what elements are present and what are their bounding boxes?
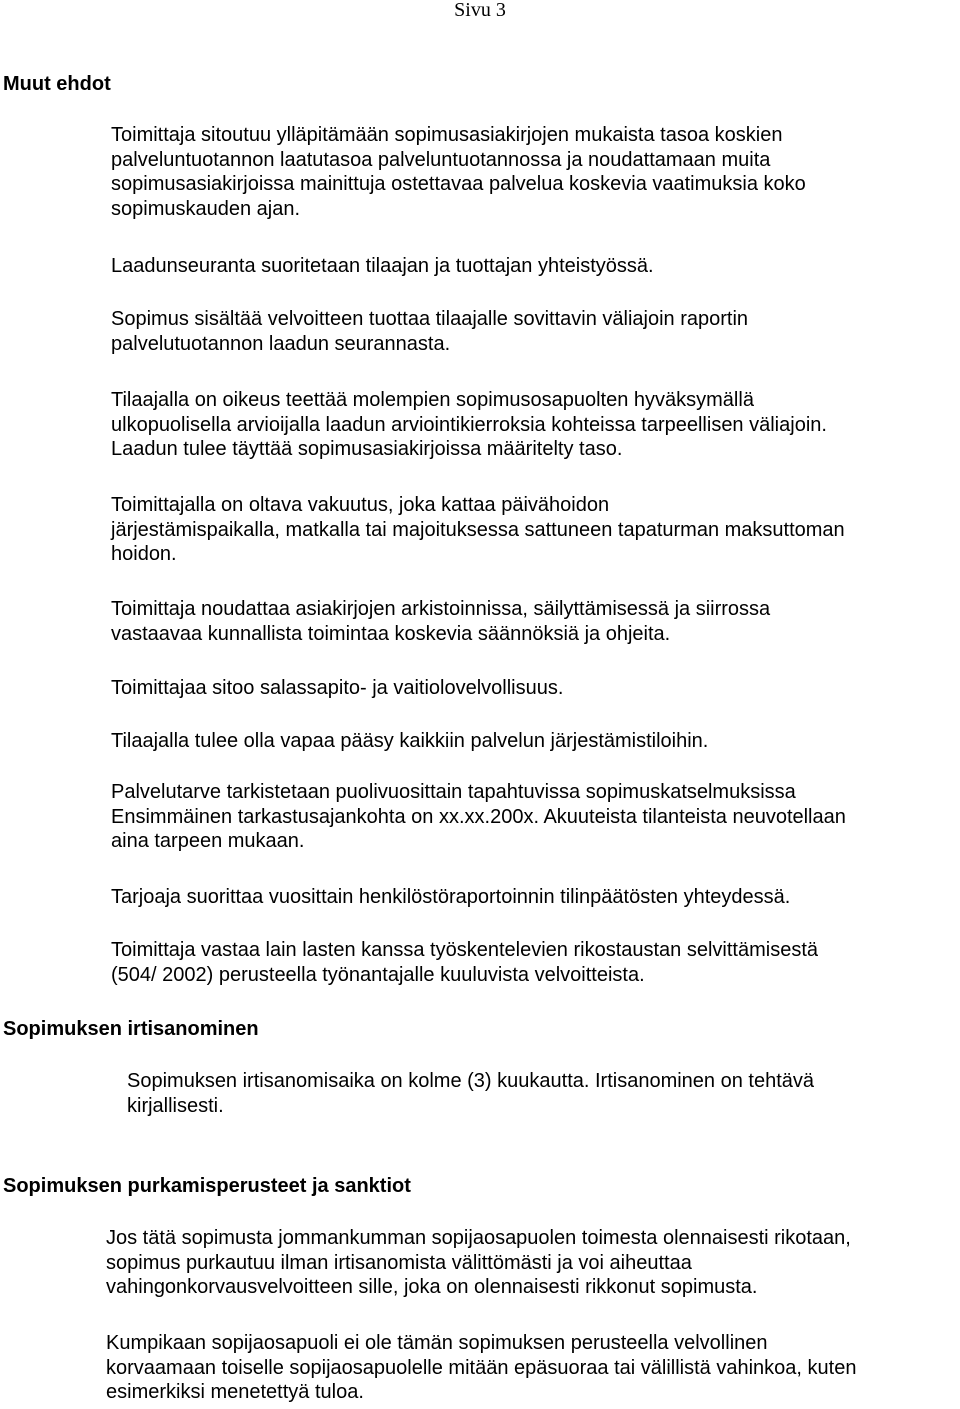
paragraph-staff-report: Tarjoaja suorittaa vuosittain henkilöstöraportoinnin tilinpäätösten yhteydessä. — [111, 886, 791, 908]
section-heading-muut-ehdot: Muut ehdot — [3, 73, 111, 95]
paragraph-confidentiality: Toimittajaa sitoo salassapito- ja vaitiolovelvollisuus. — [111, 677, 564, 699]
paragraph-breach-termination: Jos tätä sopimusta jommankumman sopijaosapuolen toimesta olennaisesti rikotaan, sopimus purkautuu ilman irtisanomista välittömästi ja voi aiheuttaa vahingonkorvausvelvoitteen sille, joka on olennaisesti rikkonut sopimusta. — [106, 1227, 851, 1298]
paragraph-external-evaluation: Tilaajalla on oikeus teettää molempien sopimusosapuolten hyväksymällä ulkopuolisella arvioijalla laadun arviointikierroksia kohteissa tarpeellisen väliajoin. Laadun tulee täyttää sopimusasiakirjoissa määritelty taso. — [111, 389, 827, 460]
paragraph-quality-monitoring: Laadunseuranta suoritetaan tilaajan ja tuottajan yhteistyössä. — [111, 255, 654, 277]
paragraph-service-level: Toimittaja sitoutuu ylläpitämään sopimusasiakirjojen mukaista tasoa koskien palveluntuotannon laatutasoa palveluntuotannossa ja noudattamaan muita sopimusasiakirjoissa mainittuja ostettavaa palvelua koskevia vaatimuksia koko sopimuskauden ajan. — [111, 124, 806, 220]
paragraph-notice-period: Sopimuksen irtisanomisaika on kolme (3) kuukautta. Irtisanominen on tehtävä kirjallisesti. — [127, 1070, 815, 1117]
paragraph-access: Tilaajalla tulee olla vapaa pääsy kaikkiin palvelun järjestämistiloihin. — [111, 730, 709, 752]
paragraph-insurance: Toimittajalla on oltava vakuutus, joka kattaa päivähoidon järjestämispaikalla, matkalla tai majoituksessa sattuneen tapaturman maksuttoman hoidon. — [111, 494, 845, 565]
paragraph-criminal-background: Toimittaja vastaa lain lasten kanssa työskentelevien rikostaustan selvittämisestä (504/ 2002) perusteella työnantajalle kuuluvista velvoitteista. — [111, 939, 819, 986]
paragraph-indirect-damages: Kumpikaan sopijaosapuoli ei ole tämän sopimuksen perusteella velvollinen korvaamaan toiselle sopijaosapuolelle mitään epäsuoraa tai välillistä vahinkoa, kuten esimerkiksi menetettyä tuloa. — [106, 1332, 857, 1403]
paragraph-archiving: Toimittaja noudattaa asiakirjojen arkistoinnissa, säilyttämisessä ja siirrossa vastaavaa kunnallista toimintaa koskevia säännöksiä ja ohjeita. — [111, 598, 771, 645]
paragraph-service-review: Palvelutarve tarkistetaan puolivuosittain tapahtuvissa sopimuskatselmuksissa Ensimmäinen tarkastusajankohta on xx.xx.200x. Akuuteista tilanteista neuvotellaan aina tarpeen mukaan. — [111, 781, 846, 852]
paragraph-report-obligation: Sopimus sisältää velvoitteen tuottaa tilaajalle sovittavin väliajoin raportin palvelutuotannon laadun seurannasta. — [111, 308, 749, 355]
section-heading-purkamisperusteet: Sopimuksen purkamisperusteet ja sanktiot — [3, 1175, 411, 1197]
section-heading-irtisanominen: Sopimuksen irtisanominen — [3, 1018, 259, 1040]
page-number: Sivu 3 — [454, 0, 506, 21]
